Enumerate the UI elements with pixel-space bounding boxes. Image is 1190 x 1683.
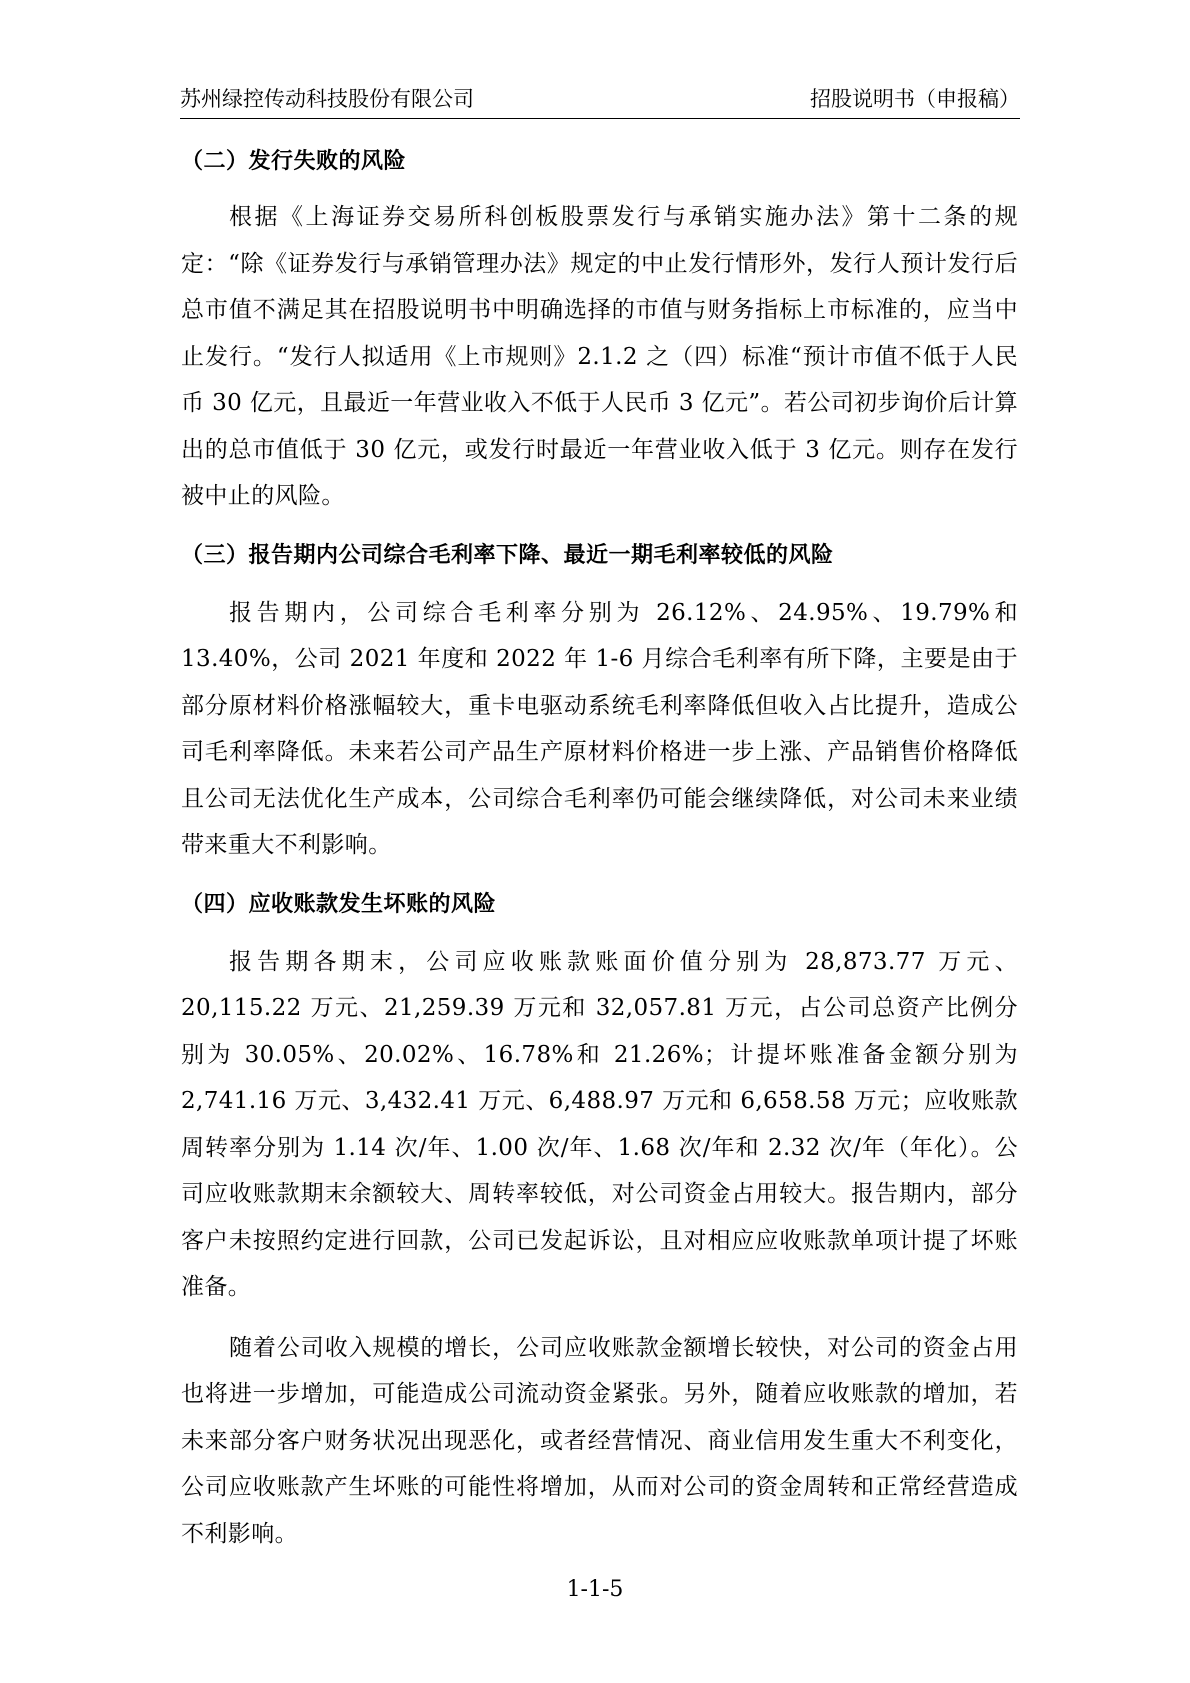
page-header: [180, 82, 1020, 119]
paragraph-bad-debt-risk-1: 报告期各期末，公司应收账款账面价值分别为 28,873.77 万元、20,115.22 万元、21,259.39 万元和 32,057.81 万元，占公司总资产比例分别为 30.05%、20.02%、16.78%和 21.26%；计提坏账准备金额分别为 2,741.16 万元、3,432.41 万元、6,488.97 万元和 6,658.58 万元；应收账款周转率分别为 1.14 次/年、1.00 次/年、1.68 次/年和 2.32 次/年（年化）。公司应收账款期末余额较大、周转率较低，对公司资金占用较大。报告期内，部分客户未按照约定进行回款，公司已发起诉讼，且对相应应收账款单项计提了坏账准备。: [181, 948, 1018, 1300]
paragraph-gross-margin-risk: 报告期内，公司综合毛利率分别为 26.12%、24.95%、19.79%和 13.40%，公司 2021 年度和 2022 年 1-6 月综合毛利率有所下降，主要是由于部分原材料价格涨幅较大，重卡电驱动系统毛利率降低但收入占比提升，造成公司毛利率降低。未来若公司产品生产原材料价格进一步上涨、产品销售价格降低且公司无法优化生产成本，公司综合毛利率仍可能会继续降低，对公司未来业绩带来重大不利影响。: [181, 599, 1018, 858]
page-number: 1-1-5: [566, 1577, 624, 1602]
section-title-gross-margin-risk: （三）报告期内公司综合毛利率下降、最近一期毛利率较低的风险: [181, 541, 834, 568]
header-company-name: 苏州绿控传动科技股份有限公司: [180, 87, 474, 111]
paragraph-bad-debt-risk-2: 随着公司收入规模的增长，公司应收账款金额增长较快，对公司的资金占用也将进一步增加，可能造成公司流动资金紧张。另外，随着应收账款的增加，若未来部分客户财务状况出现恶化，或者经营情况、商业信用发生重大不利变化，公司应收账款产生坏账的可能性将增加，从而对公司的资金周转和正常经营造成不利影响。: [181, 1334, 1018, 1547]
section-title-issuance-failure-risk: （二）发行失败的风险: [181, 148, 407, 174]
section-title-bad-debt-risk: （四）应收账款发生坏账的风险: [181, 890, 497, 917]
header-document-type: 招股说明书（申报稿）: [810, 87, 1020, 111]
paragraph-issuance-failure-risk: 根据《上海证券交易所科创板股票发行与承销实施办法》第十二条的规定：“除《证券发行与承销管理办法》规定的中止发行情形外，发行人预计发行后总市值不满足其在招股说明书中明确选择的市值与财务指标上市标准的，应当中止发行。“发行人拟适用《上市规则》2.1.2 之（四）标准“预计市值不低于人民币 30 亿元，且最近一年营业收入不低于人民币 3 亿元”。若公司初步询价后计算出的总市值低于 30 亿元，或发行时最近一年营业收入低于 3 亿元。则存在发行被中止的风险。: [181, 204, 1018, 509]
document-body: [181, 138, 1018, 1557]
